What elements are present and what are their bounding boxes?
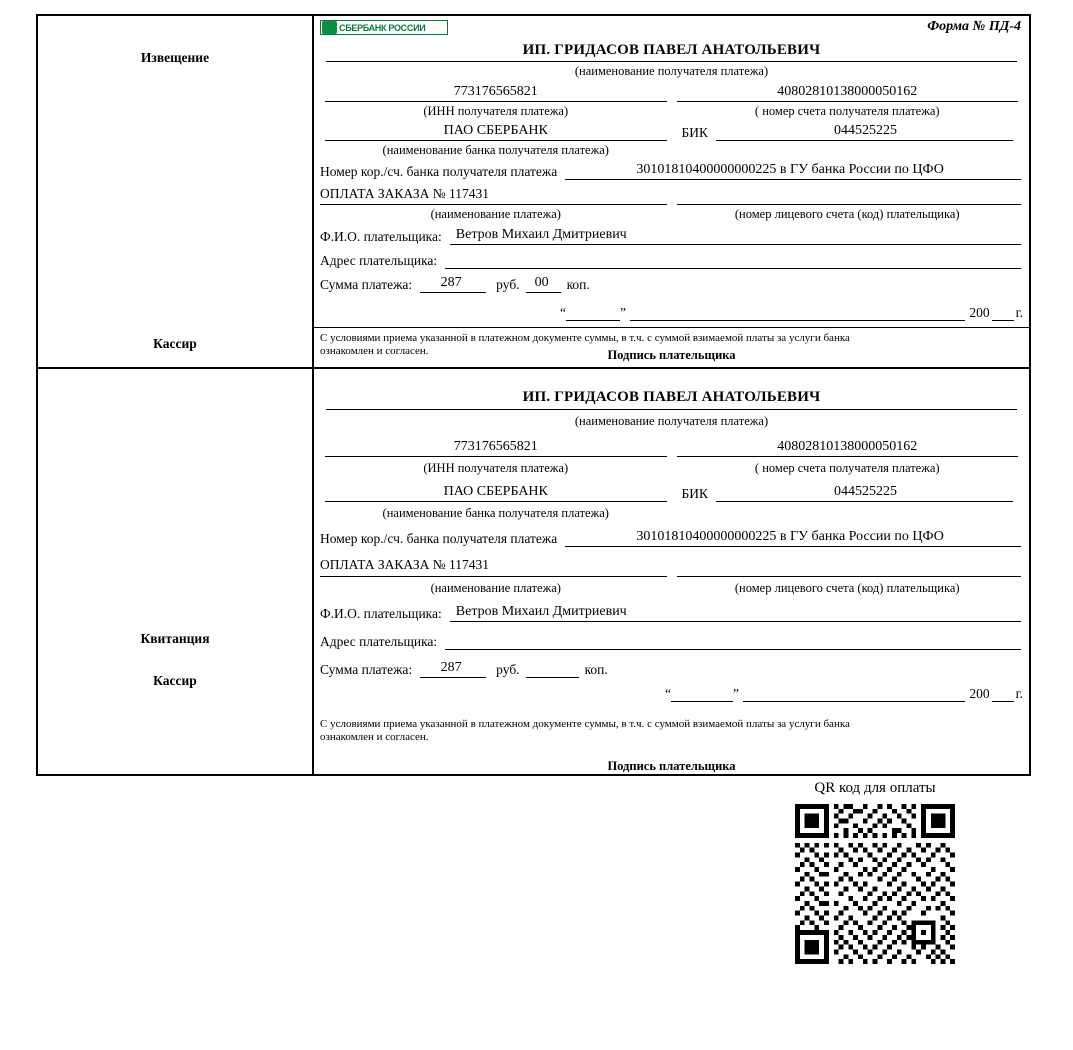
payer-address-label-2: Адрес плательщика: xyxy=(320,634,438,650)
kop-word-2: коп. xyxy=(584,662,608,678)
sum-rub-value: 287 xyxy=(440,274,462,290)
payer-address-rule-2 xyxy=(445,648,1021,650)
kop-word: коп. xyxy=(566,277,590,293)
korschet-rule-2 xyxy=(565,545,1021,547)
account-caption: ( номер счета получателя платежа) xyxy=(754,103,940,118)
payment-purpose-rule xyxy=(320,203,667,205)
recipient-name-caption: (наименование получателя платежа) xyxy=(574,64,769,79)
conditions-line-2: ознакомлен и согласен. xyxy=(320,345,429,358)
recipient-name-caption-2: (наименование получателя платежа) xyxy=(574,414,769,429)
payer-name-value-2: Ветров Михаил Дмитриевич xyxy=(455,603,627,619)
korschet-value: 30101810400000000225 в ГУ банка России по ЦФО xyxy=(636,161,944,177)
recipient-name: ИП. ГРИДАСОВ ПАВЕЛ АНАТОЛЬЕВИЧ xyxy=(522,42,821,58)
receipt-top-left-column xyxy=(38,16,314,367)
bik-value: 044525225 xyxy=(834,122,897,138)
inn-rule-2 xyxy=(325,455,667,457)
personal-account-value xyxy=(672,186,1024,202)
date-day-rule xyxy=(566,319,620,321)
sum-rub-rule xyxy=(420,291,486,293)
account-value: 40802810138000050162 xyxy=(777,83,918,99)
bik-value-2: 044525225 xyxy=(834,483,897,499)
rub-word: руб. xyxy=(496,277,520,293)
inn-caption: (ИНН получателя платежа) xyxy=(423,103,569,118)
receipt-form xyxy=(36,14,1031,776)
recipient-name-rule-2 xyxy=(326,408,1017,410)
date-year-rule-2 xyxy=(992,700,1014,702)
sberbank-logo xyxy=(320,20,448,35)
korschet-label-2: Номер кор./сч. банка получателя платежа xyxy=(320,531,558,547)
date-quote-open: “ xyxy=(560,305,566,321)
form-number: Форма № ПД-4 xyxy=(927,19,1021,34)
korschet-rule xyxy=(565,178,1021,180)
sberbank-mark-icon xyxy=(322,21,337,34)
date-quote-close-2: ” xyxy=(733,686,739,702)
receipt-bottom-half xyxy=(38,369,1029,774)
date-quote-open-2: “ xyxy=(665,686,671,702)
bank-name-value: ПАО СБЕРБАНК xyxy=(443,122,548,138)
qr-code-image xyxy=(795,804,955,964)
bank-name-caption: (наименование банка получателя платежа) xyxy=(382,142,609,157)
personal-account-caption-2: (номер лицевого счета (код) плательщика) xyxy=(734,580,960,595)
payer-address-rule xyxy=(445,267,1021,269)
payer-name-label-2: Ф.И.О. плательщика: xyxy=(320,606,442,622)
bank-name-caption-2: (наименование банка получателя платежа) xyxy=(382,505,609,520)
account-rule-2 xyxy=(677,455,1019,457)
year-suffix: г. xyxy=(1015,305,1023,321)
sum-label: Сумма платежа: xyxy=(320,277,413,293)
payment-purpose-rule-2 xyxy=(320,575,667,577)
conditions-line-2-2: ознакомлен и согласен. xyxy=(320,731,429,744)
bik-label-2: БИК xyxy=(681,486,709,502)
conditions-line-1: С условиями приема указанной в платежном документе суммы, в т.ч. с суммой взимаемой платы за услуги банка xyxy=(320,331,850,344)
date-day-rule-2 xyxy=(671,700,733,702)
payment-purpose-caption-2: (наименование платежа) xyxy=(430,580,561,595)
bank-name-value-2: ПАО СБЕРБАНК xyxy=(443,483,548,499)
account-caption-2: ( номер счета получателя платежа) xyxy=(754,460,940,475)
inn-value: 773176565821 xyxy=(453,83,538,99)
inn-value-2: 773176565821 xyxy=(453,438,538,454)
payment-purpose: ОПЛАТА ЗАКАЗА № 117431 xyxy=(320,186,489,202)
sum-label-2: Сумма платежа: xyxy=(320,662,413,678)
receipt-bottom-right-column xyxy=(314,369,1029,774)
personal-account-rule-2 xyxy=(677,575,1022,577)
bank-name-rule xyxy=(325,139,667,141)
conditions-separator xyxy=(314,327,1029,328)
payer-address-value xyxy=(437,251,1023,267)
payer-address-label: Адрес плательщика: xyxy=(320,253,438,269)
account-value-2: 40802810138000050162 xyxy=(777,438,918,454)
label-kvitanciya: Квитанция xyxy=(140,631,210,646)
label-kassir-bottom: Кассир xyxy=(153,673,197,688)
label-kassir-top: Кассир xyxy=(153,336,197,351)
payer-name-label: Ф.И.О. плательщика: xyxy=(320,229,442,245)
payment-purpose-caption: (наименование платежа) xyxy=(430,206,561,221)
inn-rule xyxy=(325,100,667,102)
payer-name-value: Ветров Михаил Дмитриевич xyxy=(455,226,627,242)
payer-name-rule xyxy=(450,243,1021,245)
qr-caption: QR код для оплаты xyxy=(814,780,936,796)
personal-account-rule xyxy=(677,203,1022,205)
recipient-name-2: ИП. ГРИДАСОВ ПАВЕЛ АНАТОЛЬЕВИЧ xyxy=(522,389,821,405)
rub-word-2: руб. xyxy=(496,662,520,678)
personal-account-value-2 xyxy=(672,557,1024,573)
bik-rule xyxy=(716,139,1013,141)
personal-account-caption: (номер лицевого счета (код) плательщика) xyxy=(734,206,960,221)
sberbank-logo-text: СБЕРБАНК РОССИИ xyxy=(339,22,426,33)
conditions-line-1-2: С условиями приема указанной в платежном документе суммы, в т.ч. с суммой взимаемой платы за услуги банка xyxy=(320,717,850,730)
qr-section xyxy=(760,780,990,964)
bik-label: БИК xyxy=(681,125,709,141)
date-month-rule xyxy=(630,319,965,321)
label-izveshchenie: Извещение xyxy=(140,50,210,65)
sum-kop-rule xyxy=(526,291,561,293)
inn-caption-2: (ИНН получателя платежа) xyxy=(423,460,569,475)
recipient-name-rule xyxy=(326,60,1017,62)
receipt-top-half xyxy=(38,16,1029,369)
signature-label-top: Подпись плательщика xyxy=(607,348,736,363)
date-month-rule-2 xyxy=(743,700,965,702)
sum-rub-value-2: 287 xyxy=(440,659,462,675)
sum-rub-rule-2 xyxy=(420,676,486,678)
year-prefix-2: 200 xyxy=(969,686,990,702)
bank-name-rule-2 xyxy=(325,500,667,502)
year-prefix: 200 xyxy=(969,305,990,321)
account-rule xyxy=(677,100,1019,102)
year-suffix-2: г. xyxy=(1015,686,1023,702)
date-quote-close: ” xyxy=(620,305,626,321)
signature-label-bottom: Подпись плательщика xyxy=(607,759,736,774)
sum-kop-rule-2 xyxy=(526,676,579,678)
date-year-rule xyxy=(992,319,1014,321)
payer-address-value-2 xyxy=(437,632,1023,648)
payment-purpose-2: ОПЛАТА ЗАКАЗА № 117431 xyxy=(320,557,489,573)
receipt-bottom-left-column xyxy=(38,369,314,774)
korschet-value-2: 30101810400000000225 в ГУ банка России по ЦФО xyxy=(636,528,944,544)
receipt-top-right-column xyxy=(314,16,1029,367)
korschet-label: Номер кор./сч. банка получателя платежа xyxy=(320,164,558,180)
sum-kop-value: 00 xyxy=(534,274,549,290)
bik-rule-2 xyxy=(716,500,1013,502)
payer-name-rule-2 xyxy=(450,620,1021,622)
